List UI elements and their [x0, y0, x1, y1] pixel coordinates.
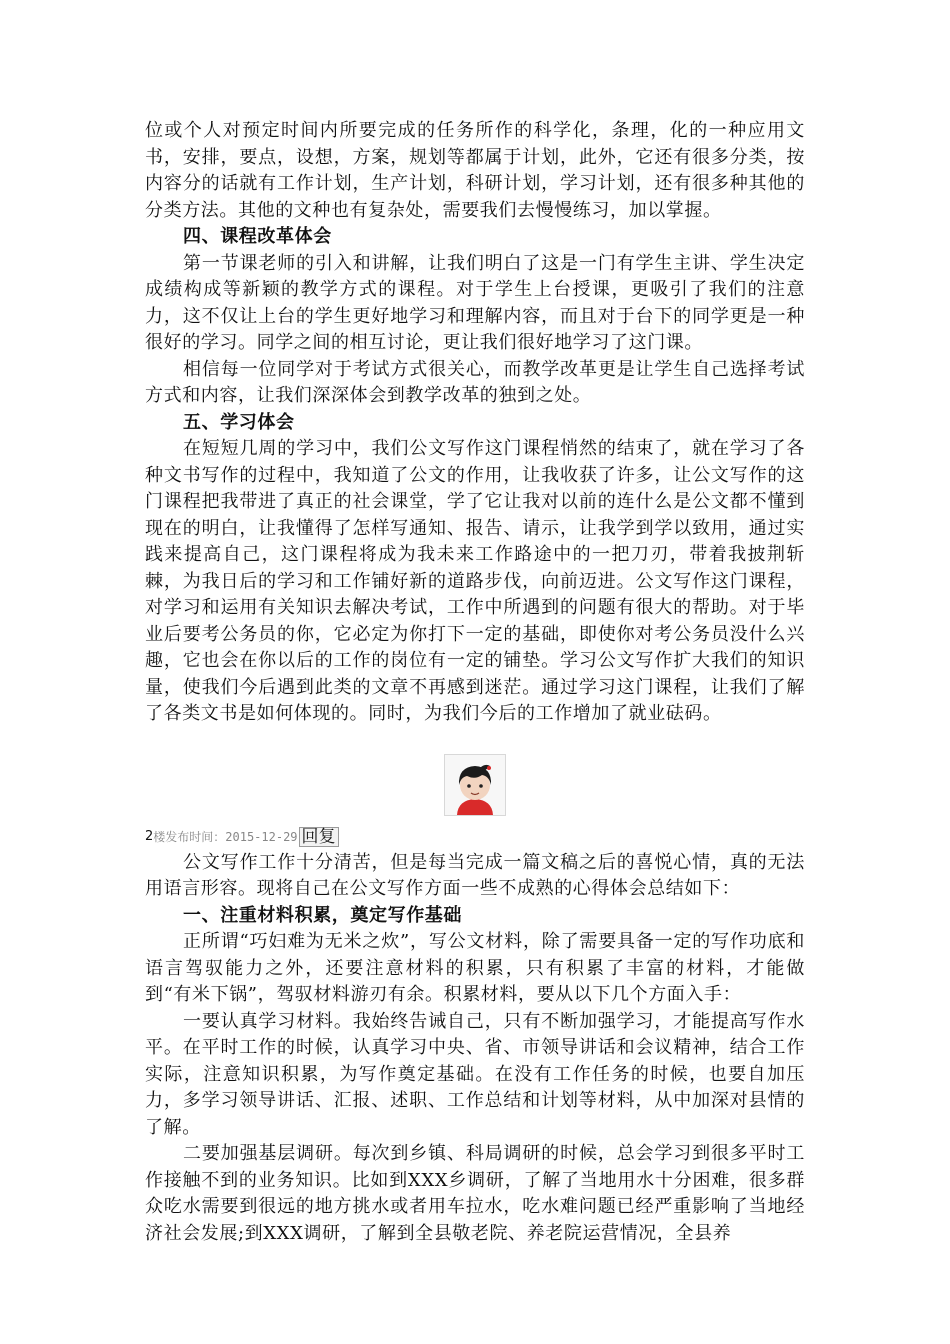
section-heading: 一、注重材料积累，奠定写作基础 — [183, 904, 462, 926]
paragraph: 二要加强基层调研。每次到乡镇、科局调研的时候，总会学习到很多平时工作接触不到的业务知识。比如到XXX乡调研，了解了当地用水十分困难，很多群众吃水需要到很远的地方挑水或者用车拉水，吃水难问题已经严重影响了当地经济社会发展;到XXX调研，了解到全县敬老院、养老院运营情况，全县养 — [145, 1143, 805, 1244]
post-body-2 — [145, 850, 805, 1248]
avatar[interactable] — [444, 754, 506, 816]
paragraph: 在短短几周的学习中，我们公文写作这门课程悄然的结束了，就在学习了各种文书写作的过程中，我知道了公文的作用，让我收获了许多，让公文写作的这门课程把我带进了真正的社会课堂，学了它让我对以前的连什么是公文都不懂到现在的明白，让我懂得了怎样写通知、报告、请示，让我学到学以致用，通过实践来提高自己，这门课程将成为我未来工作路途中的一把刀刃，带着我披荆斩棘，为我日后的学习和工作铺好新的道路步伐，向前迈进。公文写作这门课程，对学习和运用有关知识去解决考试，工作中所遇到的问题有很大的帮助。对于毕业后要考公务员的你，它必定为你打下一定的基础，即使你对考公务员没什么兴趣，它也会在你以后的工作的岗位有一定的铺垫。学习公文写作扩大我们的知识量，使我们今后遇到此类的文章不再感到迷茫。通过学习这门课程，让我们了解了各类文书是如何体现的。同时，为我们今后的工作增加了就业砝码。 — [145, 438, 805, 724]
paragraph: 一要认真学习材料。我始终告诫自己，只有不断加强学习，才能提高写作水平。在平时工作的时候，认真学习中央、省、市领导讲话和会议精神，结合工作实际，注意知识积累，为写作奠定基础。在没有工作任务的时候，也要自加压力，多学习领导讲话、汇报、述职、工作总结和计划等材料，从中加深对县情的了解。 — [145, 1010, 805, 1138]
paragraph: 相信每一位同学对于考试方式很关心，而教学改革更是让学生自己选择考试方式和内容，让我们深深体会到教学改革的独到之处。 — [145, 358, 805, 406]
reply-button[interactable]: 回复 — [299, 827, 339, 847]
post-body-1 — [145, 118, 805, 728]
paragraph: 第一节课老师的引入和讲解，让我们明白了这是一门有学生主讲、学生决定成绩构成等新颖的教学方式的课程。对于学生上台授课，更吸引了我们的注意力，这不仅让上台的学生更好地学习和理解内容，而且对于台下的同学更是一种很好的学习。同学之间的相互讨论，更让我们很好地学习了这门课。 — [145, 252, 805, 353]
paragraph: 正所谓“巧妇难为无米之炊”，写公文材料，除了需要具备一定的写作功底和语言驾驭能力之外，还要注意材料的积累，只有积累了丰富的材料，才能做到“有米下锅”，驾驭材料游刃有余。积累材料，要从以下几个方面入手： — [145, 931, 805, 1005]
section-heading: 五、学习体会 — [183, 411, 295, 433]
paragraph: 位或个人对预定时间内所要完成的任务所作的科学化，条理，化的一种应用文书，安排，要点，设想，方案，规划等都属于计划，此外，它还有很多分类，按内容分的话就有工作计划，生产计划，科研计划，学习计划，还有很多种其他的分类方法。其他的文种也有复杂处，需要我们去慢慢练习，加以掌握。 — [145, 120, 805, 221]
post-timestamp: 楼发布时间：2015-12-29 — [153, 830, 298, 844]
paragraph: 公文写作工作十分清苦，但是每当完成一篇文稿之后的喜悦心情，真的无法用语言形容。现将自己在公文写作方面一些不成熟的心得体会总结如下： — [145, 851, 805, 899]
post-meta — [145, 826, 805, 848]
avatar-container — [145, 754, 805, 816]
section-heading: 四、课程改革体会 — [183, 226, 332, 247]
floor-number: 2 — [145, 829, 154, 844]
document-page — [145, 118, 805, 1247]
